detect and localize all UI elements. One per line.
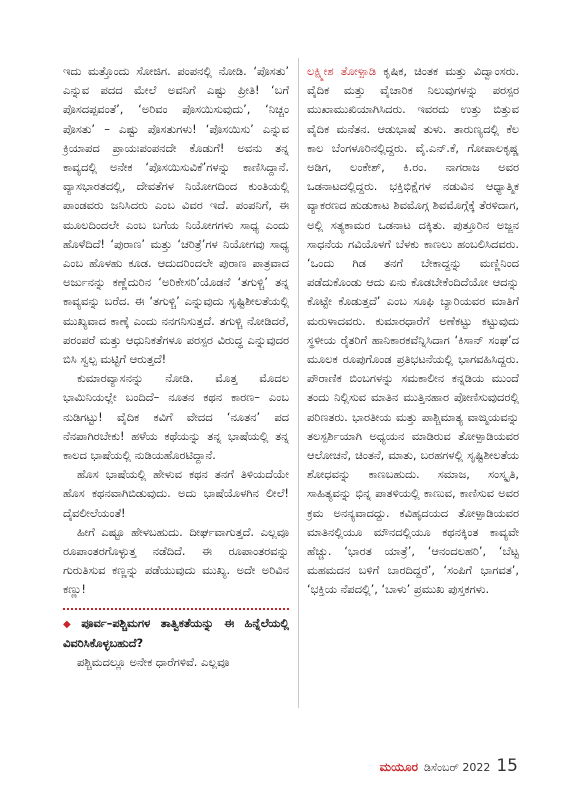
right-column — [307, 62, 519, 600]
answer-paragraph: ಪಶ್ಚಿಮದಲ್ಲೂ ಅನೇಕ ಧಾರೆಗಳಿವೆ. ಎಲ್ಲವೂ — [77, 655, 230, 670]
paragraph: ಹೊಸ ಭಾಷೆಯಲ್ಲಿ ಹೇಳುವ ಕಥನ ತನಗೆ ತಿಳಿಯದೆಯೇ ಹೊಸ ಕಥನವಾಗಿಬಿಡುವುದು. ಅದು ಭಾಷೆಯೊಳಗಿನ ಲೀಲೆ! ದೈವಲೀಲೆಯಂತೆ! — [63, 467, 289, 520]
paragraph: ಹೀಗೆ ಎಷ್ಟೂ ಹೇಳಬಹುದು. ದೀರ್ಘವಾಗುತ್ತದೆ. ಎಲ್ಲವೂ ರೂಪಾಂತರಗೊಳ್ಳುತ್ತ ನಡೆದಿದೆ. ಈ ರೂಪಾಂತರವನ್ನು ಗುರುತಿಸುವ ಕಣ್ಣನ್ನು ಪಡೆಯುವುದು ಮುಖ್ಯ. ಅದೇ ಅರಿವಿನ ಕಣ್ಣು! — [63, 524, 289, 597]
paragraph: ಕುಮಾರವ್ಯಾಸನನ್ನು ನೋಡಿ. ಮೊತ್ತ ಮೊದಲ ಭಾಮಿನಿಯಲ್ಲೇ ಬಂದಿದೆ– ನೂತನ ಕಥನ ಕಾರಣ– ಎಂಬ ನುಡಿಗಟ್ಟು! ವೈದಿಕ ಕವಿಗೆ ವೇದದ ‘ನೂತನ’ ಪದ ನೆನಪಾಗಿರಬೇಕು! ಹಳೆಯ ಕಥೆಯನ್ನು ತನ್ನ ಭಾಷೆಯಲ್ಲಿ ತನ್ನ ಕಾಲದ ಭಾಷೆಯಲ್ಲಿ ನುಡಿಯಹೊರಟಿದ್ದಾನೆ. — [63, 371, 289, 463]
diamond-bullet-icon: ◆ — [63, 618, 78, 630]
page-number: 15 — [496, 756, 518, 776]
question-block — [63, 608, 289, 673]
question-text: ಪೂರ್ವ–ಪಶ್ಚಿಮಗಳ ತಾತ್ವಿಕತೆಯನ್ನು ಈ ಹಿನ್ನೆಲೆಯಲ್ಲಿ ವಿವರಿಸಿಕೊಳ್ಳಬಹುದೆ? — [63, 615, 289, 650]
author-name: ಲಕ್ಷ್ಮೀಶ ತೋಳ್ಪಾಡಿ — [307, 64, 377, 78]
question — [63, 614, 289, 653]
magazine-name: ಮಯೂರ — [379, 760, 418, 774]
issue-date: ಡಿಸೆಂಬರ್ 2022 — [423, 761, 491, 774]
column-divider — [298, 58, 299, 708]
author-bio-text: ಕೃಷಿಕ, ಚಿಂತಕ ಮತ್ತು ವಿದ್ವಾಂಸರು. ವೈದಿಕ ಮತ್ತು ವೈಚಾರಿಕ ನಿಲುವುಗಳನ್ನು ಪರಸ್ಪರ ಮುಖಾಮುಖಿಯಾಗಿಸಿದರು. ಇವರದು ಉತ್ತು ಬಿತ್ತುವ ವೈದಿಕ ಮನೆತನ. ಆಡುಭಾಷೆ ತುಳು. ತಾರುಣ್ಯದಲ್ಲಿ ಕೆಲ ಕಾಲ ಬೆಂಗಳೂರಿನಲ್ಲಿದ್ದರು. ವೈ.ಎನ್.ಕೆ, ಗೋಪಾಲಕೃಷ್ಣ ಅಡಿಗ, ಲಂಕೇಶ್, ಕಿ.ರಂ. ನಾಗರಾಜ ಅವರ ಒಡನಾಟದಲ್ಲಿದ್ದರು. ಭಕ್ತಿಭಿಕ್ಷೆಗಳ ನಡುವಿನ ಆಧ್ಯಾತ್ಮಿಕ ವ್ಯಾಕರಣದ ಹುಡುಕಾಟ ಶಿವಮೊಗ್ಗ ಶಿವಮೊಗ್ಗೆಕ್ಕೆ ತೆರಳಿದಾಗ, ಅಲ್ಲಿ ಸತ್ಯಕಾಮರ ಒಡನಾಟ ದಕ್ಕಿತು. ಪುತ್ತೂರಿನ ಅಜ್ಜನ ಸಾಧನೆಯ ಗವಿಯೊಳಗೆ ಬೆಳಕು ಕಾಣಲು ಹಂಬಲಿಸಿದವರು. ‘ಒಂದು ಗಿಡ ತನಗೆ ಬೇಕಾದ್ದನ್ನು ಮಣ್ಣಿನಿಂದ ಪಡೆದುಕೊಂಡು ಆದು ಏನು ಕೊಡಬೇಕೆಂದಿದೆಯೋ ಆದನ್ನು ಕೊಟ್ಟೇ ಕೊಡುತ್ತದೆ’ ಎಂಬ ಸೂಫಿ ಬ್ಯಾರಿಯವರ ಮಾತಿಗೆ ಮರುಳಾದವರು. ಕುಮಾರಧಾರೆಗೆ ಅಣೆಕಟ್ಟು ಕಟ್ಟುವುದು ಸ್ಥಳೀಯ ರೈತರಿಗೆ ಹಾನಿಕಾರಕವೆನ್ನಿಸಿದಾಗ ‘ಕಿಸಾನ್ ಸಂಘ’ದ ಮೂಲಕ ರೂಪುಗೊಂಡ ಪ್ರತಿಭಟನೆಯಲ್ಲಿ ಭಾಗವಹಿಸಿದ್ದರು. ಪೌರಾಣಿಕ ಬಿಂಬಗಳನ್ನು ಸಮಕಾಲೀನ ಕನ್ನಡಿಯ ಮುಂದೆ ತಂದು ನಿಲ್ಲಿಸುವ ಮಾತಿನ ಮುತ್ತಿನಹಾರ ಪೋಣಿಸುವುದರಲ್ಲಿ ಪರಿಣತರು. ಭಾರತೀಯ ಮತ್ತು ಪಾಶ್ಚಿಮಾತ್ಯ ವಾಙ್ಮಯವನ್ನು ತಲಸ್ಪರ್ಶಿಯಾಗಿ ಅಧ್ಯಯನ ಮಾಡಿರುವ ತೋಳ್ಪಾಡಿಯವರ ಆಲೋಚನೆ, ಚಿಂತನೆ, ಮಾತು, ಬರಹಗಳಲ್ಲಿ ಸೃಷ್ಟಿಶೀಲತೆಯ ಶೋಧವನ್ನು ಕಾಣಬಹುದು. ಸಮಾಜ, ಸಂಸ್ಕೃತಿ, ಸಾಹಿತ್ಯವನ್ನು ಭಿನ್ನ ಪಾತಳಿಯಲ್ಲಿ ಕಾಣುವ, ಕಾಣಿಸುವ ಅವರ ಕ್ರಮ ಅನನ್ಯವಾದದ್ದು. ಕವಿಹೃದಯದ ತೋಳ್ಪಾಡಿಯವರ ಮಾತಿನಲ್ಲಿಯೂ ಮೌನದಲ್ಲಿಯೂ ಕಥನಕ್ಕಿಂತ ಕಾವ್ಯವೇ ಹೆಚ್ಚು. ‘ಭಾರತ ಯಾತ್ರೆ’, ‘ಆನಂದಲಹರಿ’, ‘ಬೆಟ್ಟ ಮಹಮದನ ಬಳಿಗೆ ಬಾರದಿದ್ದರೆ’, ‘ಸಂಪಿಗೆ ಭಾಗವತ’, ‘ಭಕ್ತಿಯ ನೆಪದಲ್ಲಿ’, ‘ಬಾಳು’ ಪ್ರಮುಖ ಪುಸ್ತಕಗಳು. — [307, 64, 519, 597]
left-column — [63, 62, 289, 672]
page-footer — [380, 756, 518, 776]
paragraph: ಇದು ಮತ್ತೊಂದು ಸೋಜಿಗ. ಪಂಪನಲ್ಲಿ ನೋಡಿ. ‘ಪೊಸತು’ ಎನ್ನುವ ಪದದ ಮೇಲೆ ಅವನಿಗೆ ಎಷ್ಟು ಪ್ರೀತಿ! ‘ಬಗೆ ಪೊಸದಪ್ಪವಂತೆ’, ‘ಅರಿವಂ ಪೊಸಯಿಸುವುದು’, ‘ನಿಚ್ಚಂ ಪೊಸತು’ – ಎಷ್ಟು ಪೊಸತುಗಳು! ‘ಪೊಸಯಿಸು’ ಎನ್ನುವ ಕ್ರಿಯಾಪದ ಪ್ರಾಯಃಪಂಪನದೇ ಕೊಡುಗೆ! ಅವನು ತನ್ನ ಕಾವ್ಯದಲ್ಲಿ ಅನೇಕ ‘ಪೊಸಯಿಸುವಿಕೆ’ಗಳನ್ನು ಕಾಣಿಸಿದ್ದಾನೆ. ವ್ಯಾಸಭಾರತದಲ್ಲಿ, ದೇವತೆಗಳ ನಿಯೋಗದಿಂದ ಕುಂತಿಯಲ್ಲಿ ಪಾಂಡವರು ಜನಿಸಿದರು ಎಂಬ ವಿವರ ಇದೆ. ಪಂಪನಿಗೆ, ಈ ಮೂಲದಿಂದಲೇ ಎಂಬ ಬಗೆಯ ನಿಯೋಗಗಳು ಸಾಧ್ಯ ಎಂದು ಹೊಳೆದಿದೆ! ‘ಪುರಾಣ’ ಮತ್ತು ‘ಚರಿತ್ರೆ’ಗಳ ನಿಯೋಗವು ಸಾಧ್ಯ ಎಂಬ ಹೊಳಹು ಕೂಡ. ಆದುದರಿಂದಲೇ ಪುರಾಣ ಪಾತ್ರವಾದ ಅರ್ಜುನನ್ನು ಕಣ್ಣೆದುರಿನ ‘ಅರಿಕೇಸರಿ’ಯೊಡನೆ ‘ತಗುಳ್ಚಿ’ ತನ್ನ ಕಾವ್ಯವನ್ನು ಬರೆದ. ಈ ‘ತಗುಳ್ಚಿ’ ಎನ್ನುವುದು ಸೃಷ್ಟಿಶೀಲತೆಯಲ್ಲಿ ಮುಖ್ಯವಾದ ಕಾಣ್ಕೆ ಎಂದು ನನಗನಿಸುತ್ತದೆ. ತಗುಳ್ಚಿ ನೋಡಿದರೆ, ಪರಂಪರೆ ಮತ್ತು ಆಧುನಿಕತೆಗಳೂ ಪರಸ್ಪರ ವಿರುದ್ಧ ಎನ್ನುವುದರ ಬಿಸಿ ಸ್ವಲ್ಪ ಮಟ್ಟಿಗೆ ಆರುತ್ತದೆ! — [63, 64, 289, 367]
author-bio — [307, 62, 519, 600]
